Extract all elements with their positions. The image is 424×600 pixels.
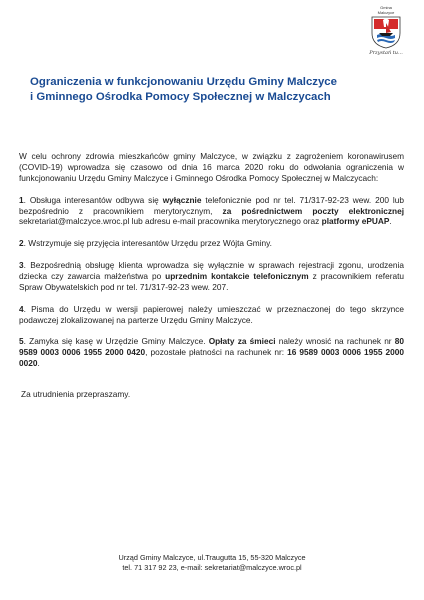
point-1-text-e: sekretariat@malczyce.wroc.pl lub adresu e-mail pracownika merytorycznego oraz	[19, 216, 322, 227]
point-1-text-g: .	[389, 216, 392, 227]
point-5-text-g: .	[37, 358, 40, 369]
crest-shield-icon	[369, 15, 403, 49]
title-line-1: Ograniczenia w funkcjonowaniu Urzędu Gminy Malczyce	[30, 76, 337, 88]
point-1-text-d: za pośrednictwem poczty elektronicznej	[222, 205, 405, 216]
title-line-2: i Gminnego Ośrodka Pomocy Społecznej w Malczycach	[30, 91, 331, 103]
crest-label-line1: Gmina	[380, 5, 392, 10]
point-5-number: 5	[19, 336, 24, 347]
crest-label	[362, 6, 410, 15]
point-1-text-f: platformy ePUAP	[321, 216, 390, 227]
point-3	[19, 260, 404, 293]
point-3-text-b: uprzednim kontakcie telefonicznym	[165, 270, 309, 281]
point-3-text-a: . Bezpośrednią obsługę klienta wprowadza się wyłącznie w sprawach rejestracji zgonu, urodzenia dziecka czy zawarcia małżeństwa po	[19, 260, 404, 281]
municipality-crest	[362, 6, 410, 62]
point-1-text-c: telefonicznie pod nr tel. 71/317-92-23 wew. 200 lub bezpośrednio z pracownikiem merytorycznym,	[19, 194, 405, 216]
intro-paragraph: W celu ochrony zdrowia mieszkańców gminy Malczyce, w związku z zagrożeniem koronawirusem (COVID-19) wprowadza się czasowo od dnia 16 marca 2020 roku do odwołania ograniczenia w funkcjonowaniu Urzędu Gminy Malczyce i Gminnego Ośrodka Pomocy Społecznej w Malczycach:	[19, 151, 404, 183]
footer-contact: tel. 71 317 92 23, e-mail: sekretariat@malczyce.wroc.pl	[122, 562, 302, 572]
point-4-number: 4	[19, 303, 24, 314]
point-5-text-c: należy wnosić na rachunek nr	[275, 336, 395, 347]
point-1-number: 1	[19, 194, 24, 205]
crest-label-line2: Malczyce	[377, 9, 395, 15]
point-4	[19, 304, 404, 326]
closing-apology: Za utrudnienia przepraszamy.	[21, 389, 131, 400]
point-3-text-c: z pracownikiem referatu Spraw Obywatelskich pod nr tel. 71/317-92-23 wew. 207.	[19, 270, 405, 292]
announcement-title	[30, 75, 394, 105]
point-5-account-2: 16 9589 0003 0006 1955 2000 0020	[19, 347, 404, 369]
point-5-account-1: 80 9589 0003 0006 1955 2000 0420	[19, 336, 404, 358]
footer-address: Urząd Gminy Malczyce, ul.Traugutta 15, 55-320 Malczyce	[118, 553, 306, 562]
crest-motto: Przystań tu...	[369, 50, 403, 56]
announcement-body	[19, 151, 404, 411]
point-2-text: . Wstrzymuje się przyjęcia interesantów Urzędu przez Wójta Gminy.	[23, 238, 272, 249]
point-5-text-a: . Zamyka się kasę w Urzędzie Gminy Malczyce.	[23, 336, 209, 347]
contact-footer	[0, 553, 424, 572]
point-4-text: . Pisma do Urzędu w wersji papierowej należy umieszczać w przeznaczonej do tego skrzynce podawczej zlokalizowanej na parterze Urzędu Gminy Malczyce.	[19, 303, 404, 325]
point-2	[19, 238, 404, 249]
point-1	[19, 195, 404, 228]
point-5-text-b: Opłaty za śmieci	[208, 336, 276, 347]
point-3-number: 3	[19, 260, 24, 271]
point-5	[19, 336, 404, 369]
point-2-number: 2	[19, 238, 24, 249]
point-1-text-b: wyłącznie	[162, 194, 202, 205]
point-1-text-a: . Obsługa interesantów odbywa się	[23, 194, 163, 205]
point-5-text-e: , pozostałe płatności na rachunek nr:	[145, 347, 288, 358]
